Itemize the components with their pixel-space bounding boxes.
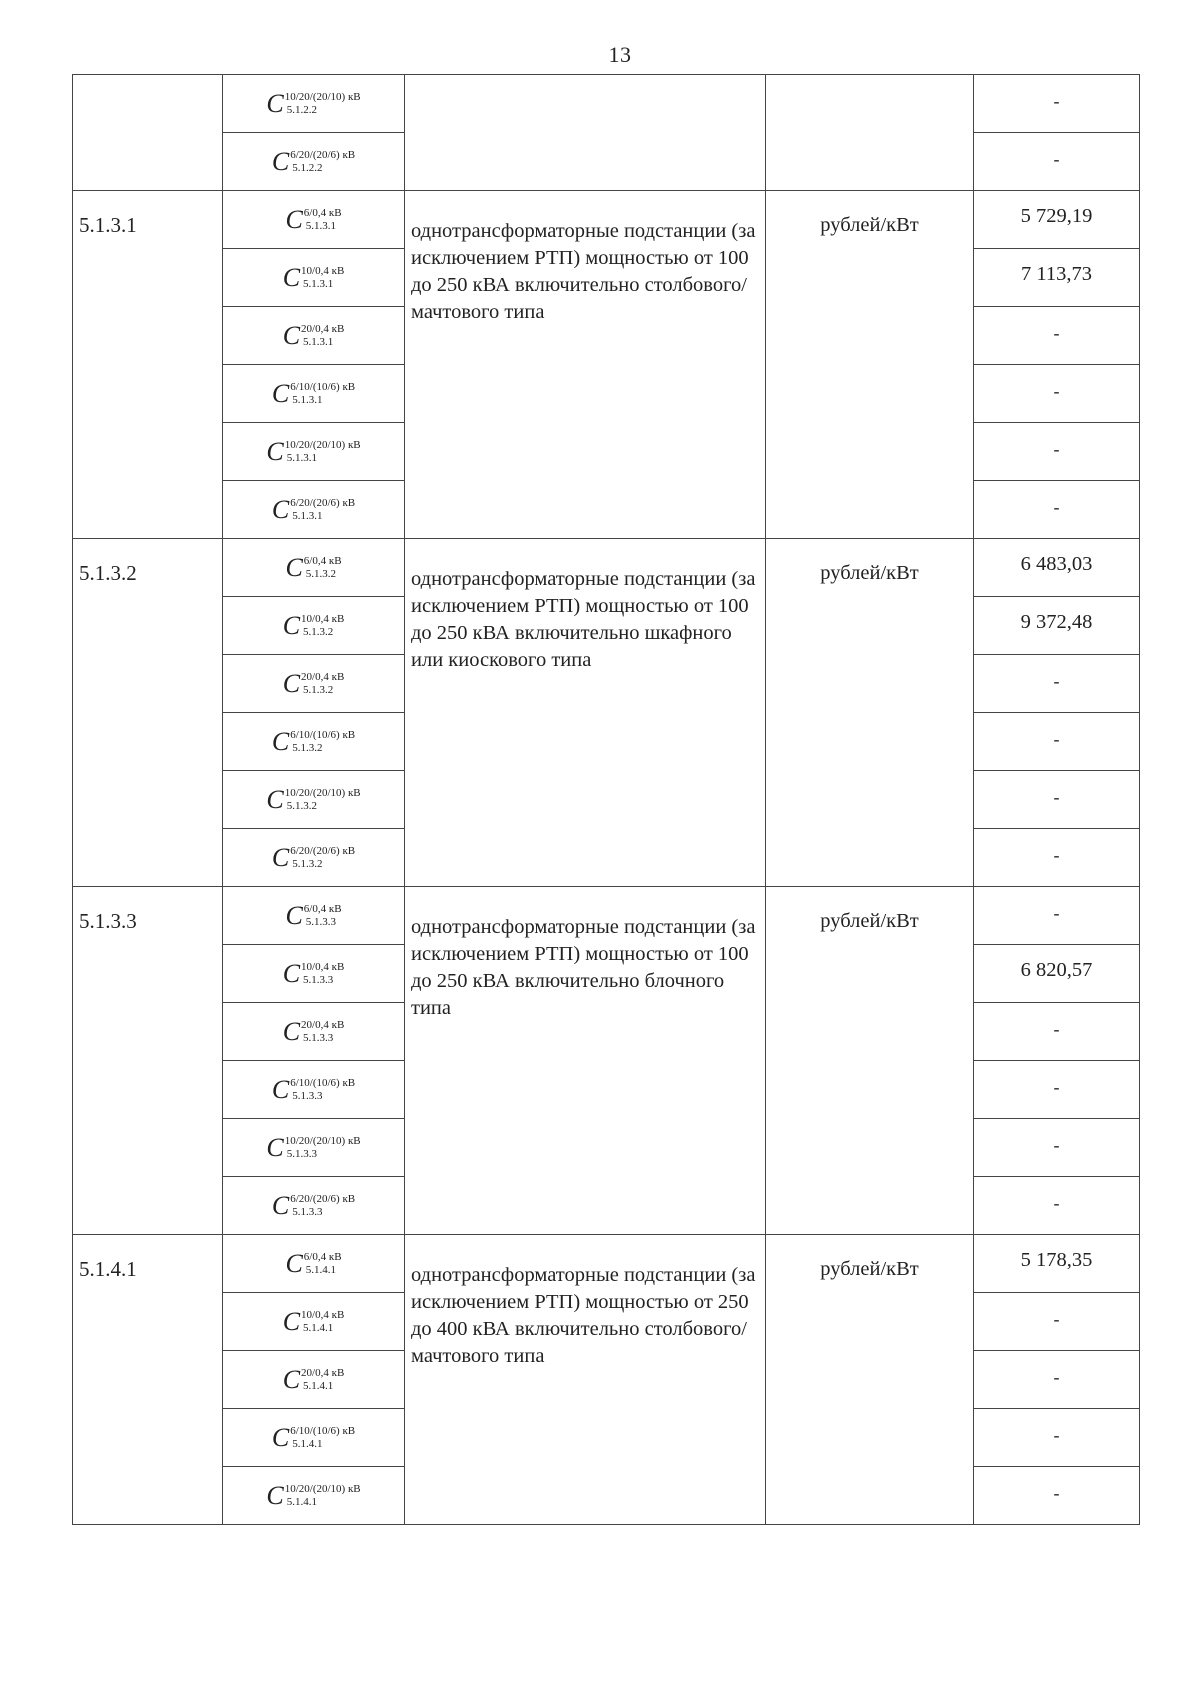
formula-superscript: 20/0,4 кВ (301, 323, 345, 335)
rate-value: - (974, 423, 1140, 481)
formula-symbol (283, 263, 345, 293)
rate-value: 5 178,35 (974, 1235, 1140, 1293)
formula-symbol-cell (223, 713, 405, 771)
formula-symbol (285, 553, 341, 583)
formula-symbol (283, 611, 345, 641)
rate-value: - (974, 307, 1140, 365)
formula-superscript: 10/0,4 кВ (301, 613, 345, 625)
formula-superscript: 10/20/(20/10) кВ (284, 91, 361, 103)
formula-symbol-cell (223, 249, 405, 307)
formula-symbol-cell (223, 307, 405, 365)
formula-subscript: 5.1.3.3 (303, 974, 334, 986)
formula-superscript: 20/0,4 кВ (301, 671, 345, 683)
item-unit: рублей/кВт (766, 539, 974, 887)
rate-value: - (974, 133, 1140, 191)
rate-value: - (974, 365, 1140, 423)
formula-superscript: 6/20/(20/6) кВ (290, 497, 356, 509)
formula-symbol (266, 437, 360, 467)
formula-letter: C (266, 784, 284, 814)
formula-letter: C (285, 1248, 303, 1278)
rate-value: - (974, 713, 1140, 771)
formula-symbol (283, 321, 345, 351)
formula-subscript: 5.1.3.3 (305, 916, 337, 928)
formula-symbol-cell (223, 655, 405, 713)
formula-superscript: 6/20/(20/6) кВ (290, 1193, 356, 1205)
item-code (73, 75, 223, 191)
formula-letter: C (266, 436, 284, 466)
formula-symbol-cell (223, 191, 405, 249)
rate-value: - (974, 1293, 1140, 1351)
formula-symbol (285, 1249, 341, 1279)
rate-value: - (974, 1467, 1140, 1525)
formula-letter: C (282, 610, 301, 640)
rate-value: - (974, 829, 1140, 887)
formula-superscript: 6/10/(10/6) кВ (290, 1425, 356, 1437)
formula-letter: C (285, 900, 303, 930)
rate-value: - (974, 1003, 1140, 1061)
formula-symbol (272, 727, 355, 757)
formula-letter: C (282, 320, 301, 350)
table-row (73, 191, 1140, 249)
formula-symbol-cell (223, 423, 405, 481)
table-row (73, 1235, 1140, 1293)
formula-superscript: 20/0,4 кВ (301, 1019, 345, 1031)
rate-value: - (974, 1177, 1140, 1235)
formula-subscript: 5.1.3.1 (303, 336, 334, 348)
formula-symbol (283, 1365, 345, 1395)
formula-subscript: 5.1.3.2 (286, 800, 317, 812)
rate-value: - (974, 1119, 1140, 1177)
rate-value: - (974, 887, 1140, 945)
formula-symbol-cell (223, 1409, 405, 1467)
rate-value: 6 820,57 (974, 945, 1140, 1003)
formula-superscript: 6/10/(10/6) кВ (290, 1077, 356, 1089)
formula-symbol (283, 959, 345, 989)
formula-letter: C (285, 552, 303, 582)
formula-letter: C (282, 668, 301, 698)
item-unit: рублей/кВт (766, 1235, 974, 1525)
formula-letter: C (266, 1132, 284, 1162)
item-description: однотрансформаторные подстанции (за исключением РТП) мощностью от 250 до 400 кВА включительно столбового/мачтового типа (405, 1235, 766, 1525)
formula-symbol (266, 1133, 360, 1163)
formula-subscript: 5.1.3.1 (286, 452, 317, 464)
formula-superscript: 6/10/(10/6) кВ (290, 729, 356, 741)
rate-value: - (974, 1409, 1140, 1467)
tariff-table (72, 74, 1140, 1525)
item-description: однотрансформаторные подстанции (за исключением РТП) мощностью от 100 до 250 кВА включительно столбового/мачтового типа (405, 191, 766, 539)
formula-superscript: 10/20/(20/10) кВ (284, 1135, 361, 1147)
formula-symbol-cell (223, 945, 405, 1003)
formula-subscript: 5.1.2.2 (292, 162, 323, 174)
item-code: 5.1.3.3 (73, 887, 223, 1235)
formula-superscript: 20/0,4 кВ (301, 1367, 345, 1379)
formula-superscript: 10/20/(20/10) кВ (284, 787, 361, 799)
formula-symbol (285, 901, 341, 931)
formula-superscript: 10/0,4 кВ (301, 265, 345, 277)
formula-superscript: 10/20/(20/10) кВ (284, 439, 361, 451)
formula-symbol-cell (223, 887, 405, 945)
formula-symbol-cell (223, 771, 405, 829)
formula-letter: C (266, 1480, 284, 1510)
item-unit: рублей/кВт (766, 887, 974, 1235)
formula-subscript: 5.1.3.1 (292, 394, 323, 406)
item-code: 5.1.3.1 (73, 191, 223, 539)
formula-subscript: 5.1.3.3 (286, 1148, 317, 1160)
formula-symbol (266, 89, 360, 119)
formula-subscript: 5.1.3.2 (292, 742, 323, 754)
formula-subscript: 5.1.3.3 (292, 1206, 323, 1218)
formula-superscript: 10/0,4 кВ (301, 1309, 345, 1321)
rate-value: - (974, 75, 1140, 133)
rate-value: - (974, 1351, 1140, 1409)
formula-subscript: 5.1.3.3 (303, 1032, 334, 1044)
formula-symbol (272, 843, 355, 873)
formula-subscript: 5.1.4.1 (286, 1496, 317, 1508)
rate-value: 9 372,48 (974, 597, 1140, 655)
formula-superscript: 6/20/(20/6) кВ (290, 149, 356, 161)
formula-symbol-cell (223, 133, 405, 191)
rate-value: - (974, 771, 1140, 829)
formula-superscript: 6/0,4 кВ (303, 555, 342, 567)
formula-letter: C (282, 1016, 301, 1046)
formula-symbol-cell (223, 1467, 405, 1525)
formula-symbol (272, 495, 355, 525)
formula-symbol-cell (223, 1177, 405, 1235)
item-description (405, 75, 766, 191)
formula-symbol (285, 205, 341, 235)
item-unit: рублей/кВт (766, 191, 974, 539)
formula-superscript: 6/0,4 кВ (303, 903, 342, 915)
formula-symbol (272, 1075, 355, 1105)
formula-symbol-cell (223, 597, 405, 655)
formula-superscript: 6/0,4 кВ (303, 1251, 342, 1263)
formula-symbol-cell (223, 829, 405, 887)
formula-subscript: 5.1.2.2 (286, 104, 317, 116)
formula-subscript: 5.1.3.1 (305, 220, 337, 232)
rate-value: 7 113,73 (974, 249, 1140, 307)
formula-symbol-cell (223, 1293, 405, 1351)
formula-subscript: 5.1.3.2 (303, 684, 334, 696)
formula-symbol-cell (223, 481, 405, 539)
formula-superscript: 6/20/(20/6) кВ (290, 845, 356, 857)
formula-letter: C (271, 1190, 290, 1220)
formula-subscript: 5.1.4.1 (303, 1380, 334, 1392)
formula-letter: C (271, 842, 290, 872)
formula-symbol-cell (223, 1061, 405, 1119)
table-row (73, 75, 1140, 133)
formula-symbol-cell (223, 1351, 405, 1409)
formula-subscript: 5.1.4.1 (292, 1438, 323, 1450)
formula-subscript: 5.1.3.2 (305, 568, 337, 580)
formula-symbol-cell (223, 1235, 405, 1293)
formula-symbol (272, 379, 355, 409)
formula-letter: C (282, 1306, 301, 1336)
formula-symbol (283, 1307, 345, 1337)
rate-value: - (974, 655, 1140, 713)
formula-symbol-cell (223, 539, 405, 597)
formula-letter: C (266, 88, 284, 118)
formula-subscript: 5.1.3.2 (303, 626, 334, 638)
formula-symbol (272, 1191, 355, 1221)
formula-symbol (272, 147, 355, 177)
formula-subscript: 5.1.3.1 (292, 510, 323, 522)
tariff-body (73, 75, 1140, 1525)
rate-value: - (974, 1061, 1140, 1119)
item-description: однотрансформаторные подстанции (за исключением РТП) мощностью от 100 до 250 кВА включительно блочного типа (405, 887, 766, 1235)
item-code: 5.1.3.2 (73, 539, 223, 887)
formula-subscript: 5.1.3.2 (292, 858, 323, 870)
formula-letter: C (271, 494, 290, 524)
formula-superscript: 6/0,4 кВ (303, 207, 342, 219)
formula-letter: C (282, 262, 301, 292)
formula-letter: C (282, 1364, 301, 1394)
table-row (73, 539, 1140, 597)
formula-symbol (283, 1017, 345, 1047)
formula-subscript: 5.1.4.1 (305, 1264, 337, 1276)
formula-symbol (266, 785, 360, 815)
formula-superscript: 6/10/(10/6) кВ (290, 381, 356, 393)
table-row (73, 887, 1140, 945)
formula-subscript: 5.1.4.1 (303, 1322, 334, 1334)
formula-superscript: 10/0,4 кВ (301, 961, 345, 973)
formula-symbol (283, 669, 345, 699)
formula-letter: C (271, 1422, 290, 1452)
formula-subscript: 5.1.3.3 (292, 1090, 323, 1102)
formula-symbol-cell (223, 75, 405, 133)
rate-value: 5 729,19 (974, 191, 1140, 249)
item-code: 5.1.4.1 (73, 1235, 223, 1525)
formula-letter: C (282, 958, 301, 988)
formula-letter: C (271, 146, 290, 176)
formula-symbol-cell (223, 1003, 405, 1061)
formula-subscript: 5.1.3.1 (303, 278, 334, 290)
formula-symbol (272, 1423, 355, 1453)
rate-value: 6 483,03 (974, 539, 1140, 597)
formula-letter: C (285, 204, 303, 234)
formula-letter: C (271, 726, 290, 756)
formula-letter: C (271, 378, 290, 408)
formula-letter: C (271, 1074, 290, 1104)
page-number: 13 (608, 42, 632, 67)
item-description: однотрансформаторные подстанции (за исключением РТП) мощностью от 100 до 250 кВА включительно шкафного или киоскового типа (405, 539, 766, 887)
formula-symbol (266, 1481, 360, 1511)
formula-symbol-cell (223, 365, 405, 423)
formula-symbol-cell (223, 1119, 405, 1177)
rate-value: - (974, 481, 1140, 539)
formula-superscript: 10/20/(20/10) кВ (284, 1483, 361, 1495)
item-unit (766, 75, 974, 191)
